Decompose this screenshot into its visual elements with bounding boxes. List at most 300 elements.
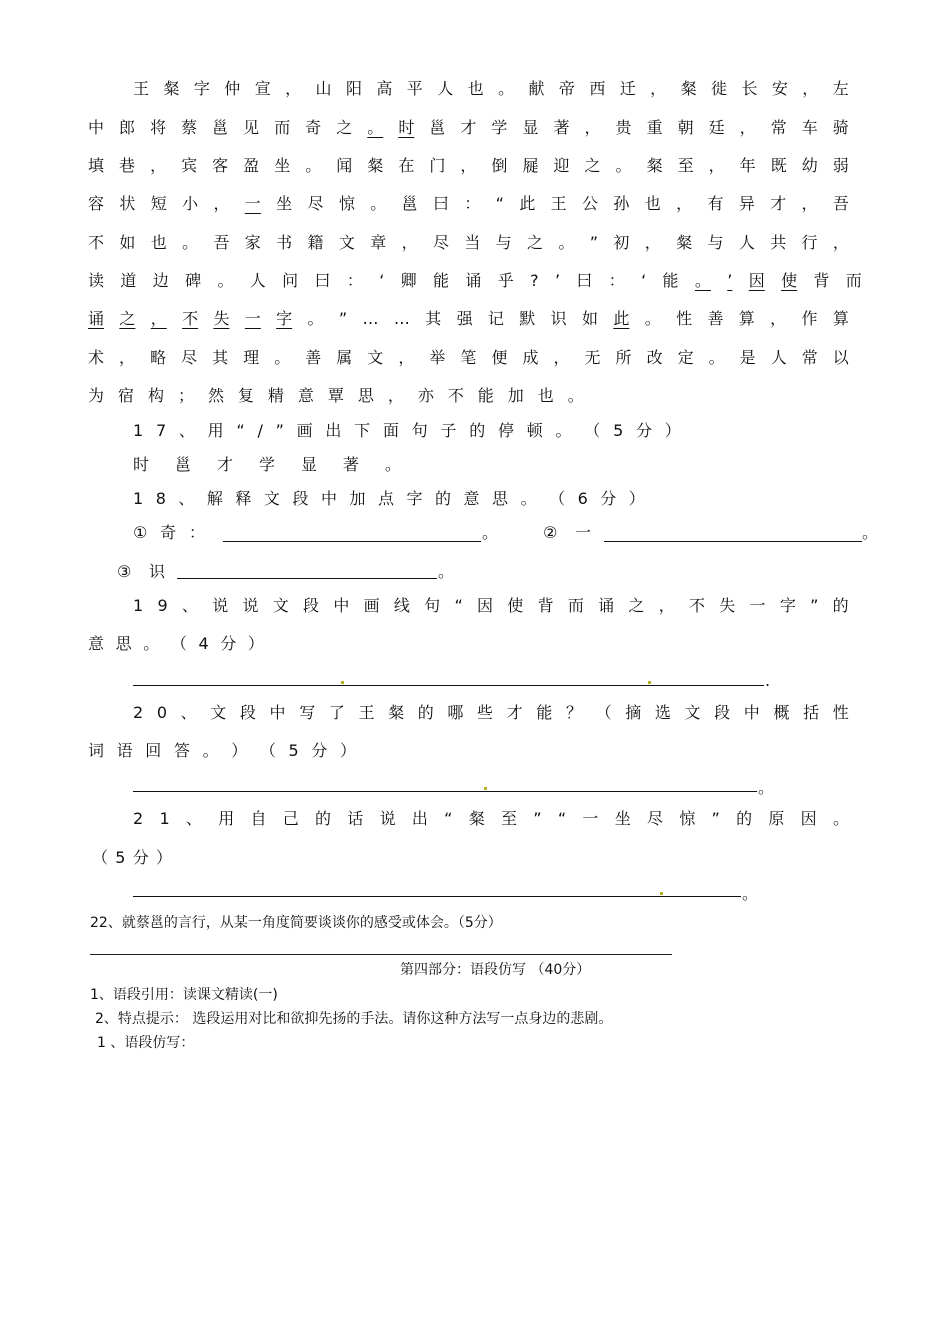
text-char: ， (401, 233, 418, 252)
question-17-sentence (133, 450, 401, 480)
text-char: 性 (676, 309, 693, 328)
text-char: 字 (193, 79, 210, 98)
text-char: 算 (738, 309, 755, 328)
text-char: 。 (217, 271, 234, 290)
text-char: 。 (832, 809, 849, 828)
text-char: 闻 (336, 156, 353, 175)
text-char: 迁 (619, 79, 636, 98)
text-char: 屣 (522, 156, 539, 175)
text-char: 乎 (497, 271, 514, 290)
text-char: ’ (554, 271, 561, 290)
text-char: 邕 (401, 194, 418, 213)
text-char: 粲 (680, 79, 697, 98)
text-char: 些 (477, 703, 494, 722)
text-char: ， (584, 118, 601, 137)
text-char: 为 (88, 386, 105, 405)
text-char: ， (213, 194, 230, 213)
text-char: 贵 (615, 118, 632, 137)
text-char: 容 (88, 194, 105, 213)
text-char: 不 (447, 386, 464, 405)
mark-dot (660, 892, 663, 895)
text-char: 曰 (576, 271, 593, 290)
text-char: 也 (467, 79, 484, 98)
text-char: 中 (88, 118, 105, 137)
text-char: 而 (845, 271, 862, 290)
text-char: 碑 (185, 271, 202, 290)
text-char: 与 (495, 233, 512, 252)
text-char: 弱 (832, 156, 849, 175)
text-char: ” (533, 809, 542, 828)
text-char: 改 (646, 348, 663, 367)
text-char: 无 (584, 348, 601, 367)
text-char: 客 (212, 156, 229, 175)
text-char: 见 (243, 118, 260, 137)
text-char: 选 (654, 703, 671, 722)
question-19-prompt (88, 629, 264, 659)
text-char: 郎 (119, 118, 136, 137)
text-char: 门 (429, 156, 446, 175)
text-char: ， (832, 233, 849, 252)
text-char: 能 (662, 271, 679, 290)
text-char: ‘ (379, 271, 385, 290)
text-char: 奇 (160, 523, 177, 542)
text-char: 善 (707, 309, 724, 328)
text-char: 8 (155, 489, 166, 508)
text-char: 才 (216, 455, 233, 474)
text-char: 共 (770, 233, 787, 252)
text-char: 用 (218, 809, 235, 828)
text-char: 停 (498, 421, 515, 440)
text-char: 概 (773, 703, 790, 722)
text-char: ， (801, 194, 818, 213)
text-char: 加 (507, 386, 524, 405)
text-char: （ (170, 634, 187, 653)
text-char: 5 (115, 848, 126, 867)
question-18-item-1 (133, 518, 205, 548)
text-char: 。 (694, 271, 711, 290)
text-char: 曰 (314, 271, 331, 290)
text-char: ② (543, 523, 558, 542)
text-char: ， (150, 156, 167, 175)
text-char: “ (454, 596, 463, 615)
passage-line (88, 343, 849, 373)
text-char: 王 (550, 194, 567, 213)
text-char: 段 (292, 489, 309, 508)
text-char: 的 (832, 596, 849, 615)
text-char: 左 (832, 79, 849, 98)
text-char: 。 (307, 309, 324, 328)
text-char: 此 (519, 194, 536, 213)
text-char: 性 (832, 703, 849, 722)
text-char: 至 (677, 156, 694, 175)
text-char: “ (444, 809, 453, 828)
text-char: 中 (743, 703, 760, 722)
text-char: （ (92, 848, 109, 867)
text-char: 。 (520, 489, 537, 508)
text-char: ， (739, 118, 756, 137)
text-char: 重 (646, 118, 663, 137)
text-char: 识 (148, 562, 165, 581)
answer-blank[interactable] (177, 578, 437, 579)
question-20-prompt (88, 736, 356, 766)
text-char: 文 (338, 233, 355, 252)
text-char: 将 (150, 118, 167, 137)
text-char: ） (231, 741, 248, 760)
text-char: 一 (244, 309, 261, 328)
text-char: 。 (384, 455, 401, 474)
text-char: 1 (133, 421, 144, 440)
text-char: 不 (182, 309, 199, 328)
text-char: 。 (615, 156, 632, 175)
text-char: 1 (133, 596, 144, 615)
text-char: 中 (333, 596, 350, 615)
text-char: 也 (150, 233, 167, 252)
text-char: 作 (801, 309, 818, 328)
passage-line (88, 304, 849, 334)
text-char: ’ (727, 271, 733, 290)
text-char: 尽 (307, 194, 324, 213)
text-char: 强 (456, 309, 473, 328)
text-char: 因 (800, 809, 817, 828)
text-char: 所 (615, 348, 632, 367)
text-char: / (257, 421, 263, 440)
text-char: 句 (424, 596, 441, 615)
text-char: 常 (770, 118, 787, 137)
text-char: 。 (367, 118, 384, 137)
question-18-item-3 (117, 557, 165, 587)
text-char: ③ (117, 562, 132, 581)
text-char: 段 (303, 596, 320, 615)
text-char: ? (530, 271, 539, 290)
text-char: 人 (738, 233, 755, 252)
text-char: 说 (212, 596, 229, 615)
text-char: 山 (315, 79, 332, 98)
text-char: 籍 (307, 233, 324, 252)
text-char: 卿 (400, 271, 417, 290)
text-char: 成 (522, 348, 539, 367)
text-char: ） (628, 489, 645, 508)
text-char: 的 (417, 703, 434, 722)
text-char: 之 (527, 233, 544, 252)
answer-line[interactable] (133, 791, 757, 792)
text-char: 公 (582, 194, 599, 213)
passage-line (88, 381, 584, 411)
text-char: 使 (507, 596, 524, 615)
text-char: 章 (370, 233, 387, 252)
text-char: 意 (88, 634, 105, 653)
text-char: 5 (288, 741, 299, 760)
answer-line[interactable] (133, 896, 741, 897)
text-char: 。 (644, 309, 661, 328)
text-char: 定 (677, 348, 694, 367)
text-char: 下 (354, 421, 371, 440)
text-char: 坐 (274, 156, 291, 175)
text-char: 廷 (708, 118, 725, 137)
text-char: 出 (325, 421, 342, 440)
part-4-item-2: 2、特点提示： 选段运用对比和欲抑先扬的手法。请你这种方法写一点身边的悲剧。 (95, 1011, 613, 1027)
question-22-prompt: 22、就蔡邕的言行，从某一角度简要谈谈你的感受或体会。（5分） (90, 915, 502, 931)
text-char: ① (133, 523, 148, 542)
text-char: 因 (477, 596, 494, 615)
text-char: 。 (567, 386, 584, 405)
text-char: 字 (276, 309, 293, 328)
text-char: 记 (487, 309, 504, 328)
text-char: 使 (781, 271, 798, 290)
text-char: 2 (133, 703, 144, 722)
text-char: 邕 (174, 455, 191, 474)
text-char: 如 (119, 233, 136, 252)
text-char: 语 (116, 741, 133, 760)
text-char: 常 (801, 348, 818, 367)
text-char: 说 (242, 596, 259, 615)
text-char: 。 (274, 348, 291, 367)
text-char: ： (188, 523, 205, 542)
text-char: 、 (185, 809, 202, 828)
text-char: ， (676, 194, 693, 213)
text-char: 巷 (119, 156, 136, 175)
part-4-title: 第四部分：语段仿写 （40分） (400, 962, 591, 978)
text-char: 如 (582, 309, 599, 328)
text-char: 字 (779, 596, 796, 615)
text-char: 短 (150, 194, 167, 213)
text-char: 词 (88, 741, 105, 760)
text-char: 出 (411, 809, 428, 828)
text-char: 术 (88, 348, 105, 367)
text-char: 略 (150, 348, 167, 367)
end-mark: 。 (438, 562, 455, 581)
text-char: 家 (244, 233, 261, 252)
text-char: 中 (320, 489, 337, 508)
passage-line (88, 189, 849, 219)
text-char: ， (398, 348, 415, 367)
text-char: 回 (145, 741, 162, 760)
text-char: 粲 (468, 809, 485, 828)
text-char: 孙 (613, 194, 630, 213)
text-char: 粲 (163, 79, 180, 98)
text-char: 才 (506, 703, 523, 722)
passage-line (88, 151, 849, 181)
text-char: 括 (803, 703, 820, 722)
text-char: … (362, 309, 379, 328)
text-char: 尽 (181, 348, 198, 367)
text-char: 著 (553, 118, 570, 137)
text-char: 献 (528, 79, 545, 98)
passage-line (88, 113, 849, 143)
text-char: 举 (429, 348, 446, 367)
text-char: 写 (299, 703, 316, 722)
text-char: ， (802, 79, 819, 98)
text-char: 中 (269, 703, 286, 722)
text-char: 邕 (212, 118, 229, 137)
passage-line (133, 74, 849, 104)
text-char: 释 (235, 489, 252, 508)
text-char: 句 (411, 421, 428, 440)
question-21-prompt (133, 804, 849, 834)
text-char: ， (387, 386, 404, 405)
text-char: 朝 (677, 118, 694, 137)
text-char: 粲 (646, 156, 663, 175)
text-char: 分 (600, 489, 617, 508)
text-char: 惊 (338, 194, 355, 213)
text-char: 骑 (832, 118, 849, 137)
end-mark: 。 (742, 884, 759, 903)
end-mark: 。 (862, 523, 879, 542)
text-char: 答 (173, 741, 190, 760)
text-char: 有 (707, 194, 724, 213)
text-char: 的 (469, 421, 486, 440)
text-char: 学 (258, 455, 275, 474)
text-char: 的 (736, 809, 753, 828)
text-char: 异 (738, 194, 755, 213)
text-char: 能 (477, 386, 494, 405)
text-char: 能 (433, 271, 450, 290)
text-char: ？ (565, 703, 582, 722)
text-char: 背 (537, 596, 554, 615)
answer-blank[interactable] (223, 541, 481, 542)
text-char: 仲 (224, 79, 241, 98)
text-char: ， (708, 156, 725, 175)
text-char: 失 (213, 309, 230, 328)
text-char: 尽 (432, 233, 449, 252)
text-char: 坐 (276, 194, 293, 213)
text-char: 宣 (254, 79, 271, 98)
question-18-item-2 (543, 518, 591, 548)
text-char: ） (155, 848, 172, 867)
text-char: 小 (182, 194, 199, 213)
text-char: 用 (207, 421, 224, 440)
text-char: 、 (180, 703, 197, 722)
text-char: 迎 (553, 156, 570, 175)
text-char: 此 (613, 309, 630, 328)
text-char: 4 (198, 634, 209, 653)
text-char: 9 (157, 596, 168, 615)
text-char: 以 (832, 348, 849, 367)
text-char: 默 (519, 309, 536, 328)
text-char: 因 (748, 271, 765, 290)
text-char: ， (770, 309, 787, 328)
text-char: 说 (379, 809, 396, 828)
text-char: 才 (460, 118, 477, 137)
text-char: 线 (393, 596, 410, 615)
text-char: 初 (613, 233, 630, 252)
text-char: 人 (249, 271, 266, 290)
text-char: 。 (498, 79, 515, 98)
text-char: 、 (178, 421, 195, 440)
text-char: 亦 (417, 386, 434, 405)
text-char: 著 (342, 455, 359, 474)
text-char: 摘 (625, 703, 642, 722)
question-21-prompt (92, 843, 172, 873)
text-char: 粲 (388, 703, 405, 722)
text-char: 善 (305, 348, 322, 367)
text-char: 读 (88, 271, 105, 290)
text-char: 文 (210, 703, 227, 722)
text-char: ， (150, 309, 167, 328)
text-char: 加 (349, 489, 366, 508)
text-char: 的 (435, 489, 452, 508)
text-char: 宾 (181, 156, 198, 175)
text-char: 的 (315, 809, 332, 828)
text-char: 精 (267, 386, 284, 405)
text-char: 6 (577, 489, 588, 508)
text-char: 高 (376, 79, 393, 98)
text-char: 段 (714, 703, 731, 722)
text-char: 文 (684, 703, 701, 722)
end-mark: 。 (758, 778, 775, 797)
text-char: 倒 (491, 156, 508, 175)
end-mark: . (765, 671, 771, 690)
text-char: 当 (464, 233, 481, 252)
text-char: 粲 (367, 156, 384, 175)
text-char: 与 (707, 233, 724, 252)
text-char: 时 (133, 455, 150, 474)
text-char: 一 (582, 809, 599, 828)
text-char: ） (247, 634, 264, 653)
text-char: 。 (202, 741, 219, 760)
text-char: 诵 (88, 309, 105, 328)
text-char: “ (557, 809, 567, 828)
text-char: 显 (522, 118, 539, 137)
text-char: 意 (297, 386, 314, 405)
text-char: 子 (440, 421, 457, 440)
text-char: 在 (398, 156, 415, 175)
answer-blank[interactable] (604, 541, 862, 542)
text-char: 2 (133, 809, 144, 828)
text-char: 不 (688, 596, 705, 615)
text-char: 幼 (801, 156, 818, 175)
text-char: ； (177, 386, 194, 405)
text-char: ： (346, 271, 363, 290)
text-char: ） (664, 421, 681, 440)
text-char: 车 (801, 118, 818, 137)
text-char: 思 (357, 386, 374, 405)
text-char: 填 (88, 156, 105, 175)
text-char: 。 (708, 348, 725, 367)
text-char: ， (460, 156, 477, 175)
text-char: 阳 (345, 79, 362, 98)
answer-line[interactable] (133, 685, 764, 686)
text-char: 人 (770, 348, 787, 367)
text-char: 文 (272, 596, 289, 615)
text-char: 5 (613, 421, 624, 440)
mark-dot (484, 787, 487, 790)
text-char: ， (119, 348, 136, 367)
text-char: 顿 (526, 421, 543, 440)
text-char: 吾 (832, 194, 849, 213)
text-char: ： (608, 271, 625, 290)
text-char: 平 (406, 79, 423, 98)
text-char: 也 (644, 194, 661, 213)
text-char: 不 (88, 233, 105, 252)
text-char: 1 (133, 489, 144, 508)
text-char: 行 (801, 233, 818, 252)
text-char: 识 (550, 309, 567, 328)
text-char: 失 (719, 596, 736, 615)
text-char: （ (259, 741, 276, 760)
text-char: 粲 (676, 233, 693, 252)
text-char: 字 (406, 489, 423, 508)
text-char: 吾 (213, 233, 230, 252)
text-char: 宿 (117, 386, 134, 405)
text-char: 而 (567, 596, 584, 615)
text-char: ” (711, 809, 720, 828)
text-char: 、 (181, 596, 198, 615)
text-char: 背 (813, 271, 830, 290)
text-char: 问 (282, 271, 299, 290)
end-mark: 。 (482, 523, 499, 542)
text-char: 面 (382, 421, 399, 440)
text-char: 笔 (460, 348, 477, 367)
